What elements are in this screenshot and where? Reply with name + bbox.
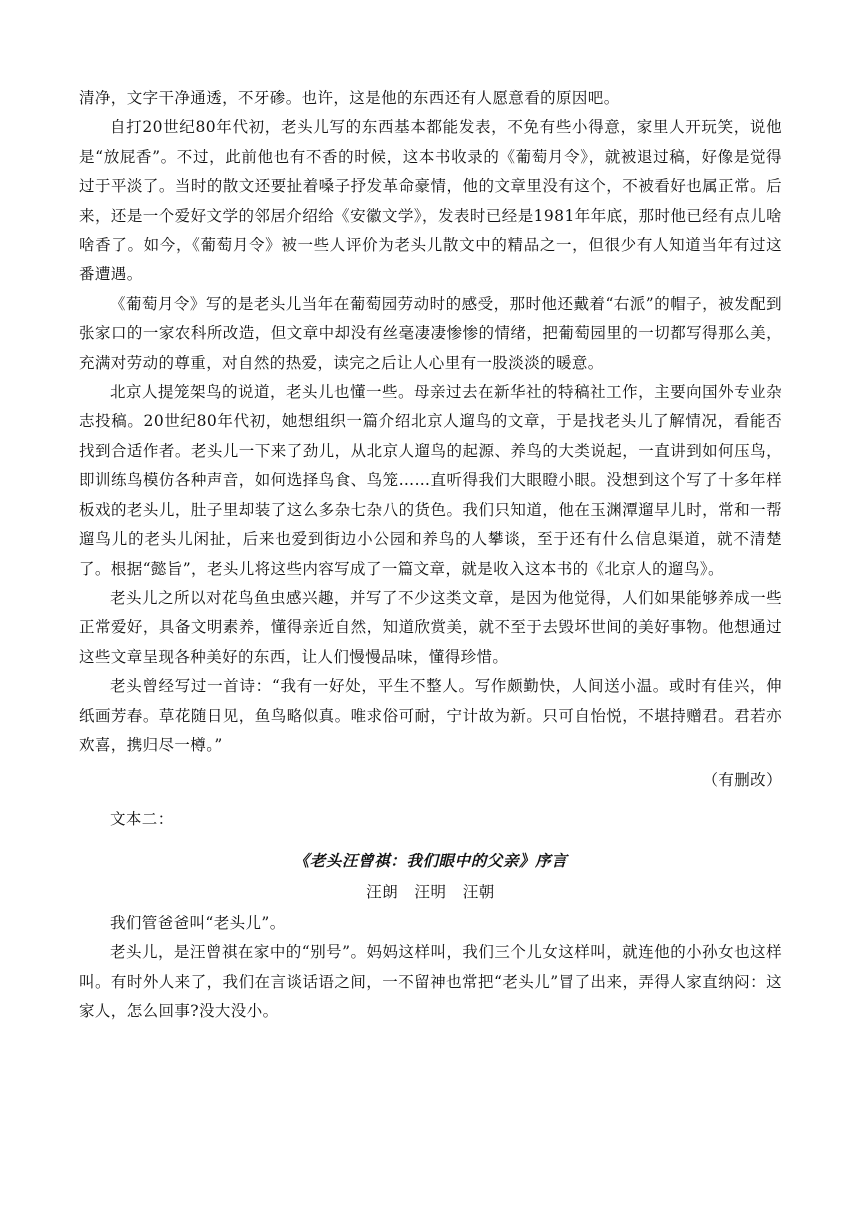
- article-title: 《老头汪曾祺：我们眼中的父亲》序言: [293, 851, 568, 871]
- paragraph: 老头儿，是汪曾祺在家中的“别号”。妈妈这样叫，我们三个儿女这样叫，就连他的小孙女也这样叫。有时外人来了，我们在言谈话语之间，一不留神也常把“老头儿”冒了出来，弄得人家直纳闷：这家人，怎么回事?没大没小。: [79, 943, 782, 1021]
- paragraph: 老头曾经写过一首诗：“我有一好处，平生不整人。写作颇勤快，人间送小温。或时有佳兴，伸纸画芳春。草花随日见，鱼鸟略似真。唯求俗可耐，宁计故为新。只可自怡悦，不堪持赠君。君若亦欢喜，携归尽一樽。”: [79, 677, 782, 754]
- paragraph: 《葡萄月令》写的是老头儿当年在葡萄园劳动时的感受，那时他还戴着“右派”的帽子，被发配到张家口的一家农科所改造，但文章中却没有丝毫凄凄惨惨的情绪，把葡萄园里的一切都写得那么美，充满对劳动的尊重，对自然的热爱，读完之后让人心里有一股淡淡的暖意。: [79, 294, 782, 372]
- paragraph: 老头儿之所以对花鸟鱼虫感兴趣，并写了不少这类文章，是因为他觉得，人们如果能够养成一些正常爱好，具备文明素养，懂得亲近自然，知道欣赏美，就不至于去毁坏世间的美好事物。他想通过这些文章呈现各种美好的东西，让人们慢慢品味，懂得珍惜。: [79, 588, 782, 666]
- text-two: [79, 805, 782, 1027]
- section-label: 文本二：: [110, 809, 174, 828]
- article-authors: 汪朗 汪明 汪朝: [366, 882, 495, 901]
- paragraph: 自打20世纪80年代初，老头儿写的东西基本都能发表，不免有些小得意，家里人开玩笑，说他是“放屁香”。不过，此前他也有不香的时候，这本书收录的《葡萄月令》，就被退过稿，好像是觉得过于平淡了。当时的散文还要扯着嗓子抒发革命豪情，他的文章里没有这个，不被看好也属正常。后来，还是一个爱好文学的邻居介绍给《安徽文学》，发表时已经是1981年年底，那时他已经有点儿啥啥香了。如今，《葡萄月令》被一些人评价为老头儿散文中的精品之一，但很少有人知道当年有过这番遭遇。: [79, 118, 782, 284]
- paragraph: 我们管爸爸叫“老头儿”。: [110, 913, 286, 932]
- revision-note: （有删改）: [702, 771, 782, 790]
- paragraph: 北京人提笼架鸟的说道，老头儿也懂一些。母亲过去在新华社的特稿社工作，主要向国外专业杂志投稿。20世纪80年代初，她想组织一篇介绍北京人遛鸟的文章，于是找老头儿了解情况，看能否找到合适作者。老头儿一下来了劲儿，从北京人遛鸟的起源、养鸟的大类说起，一直讲到如何压鸟，即训练鸟模仿各种声音，如何选择鸟食、鸟笼……直听得我们大眼瞪小眼。没想到这个写了十多年样板戏的老头儿，肚子里却装了这么多杂七杂八的货色。我们只知道，他在玉渊潭遛早儿时，常和一帮遛鸟儿的老头儿闲扯，后来也爱到街边小公园和养鸟的人攀谈，至于还有什么信息渠道，就不清楚了。根据“懿旨”，老头儿将这些内容写成了一篇文章，就是收入这本书的《北京人的遛鸟》。: [79, 383, 782, 578]
- paragraph: 清净，文字干净通透，不牙碜。也许，这是他的东西还有人愿意看的原因吧。: [79, 89, 620, 107]
- text-one: [79, 84, 782, 796]
